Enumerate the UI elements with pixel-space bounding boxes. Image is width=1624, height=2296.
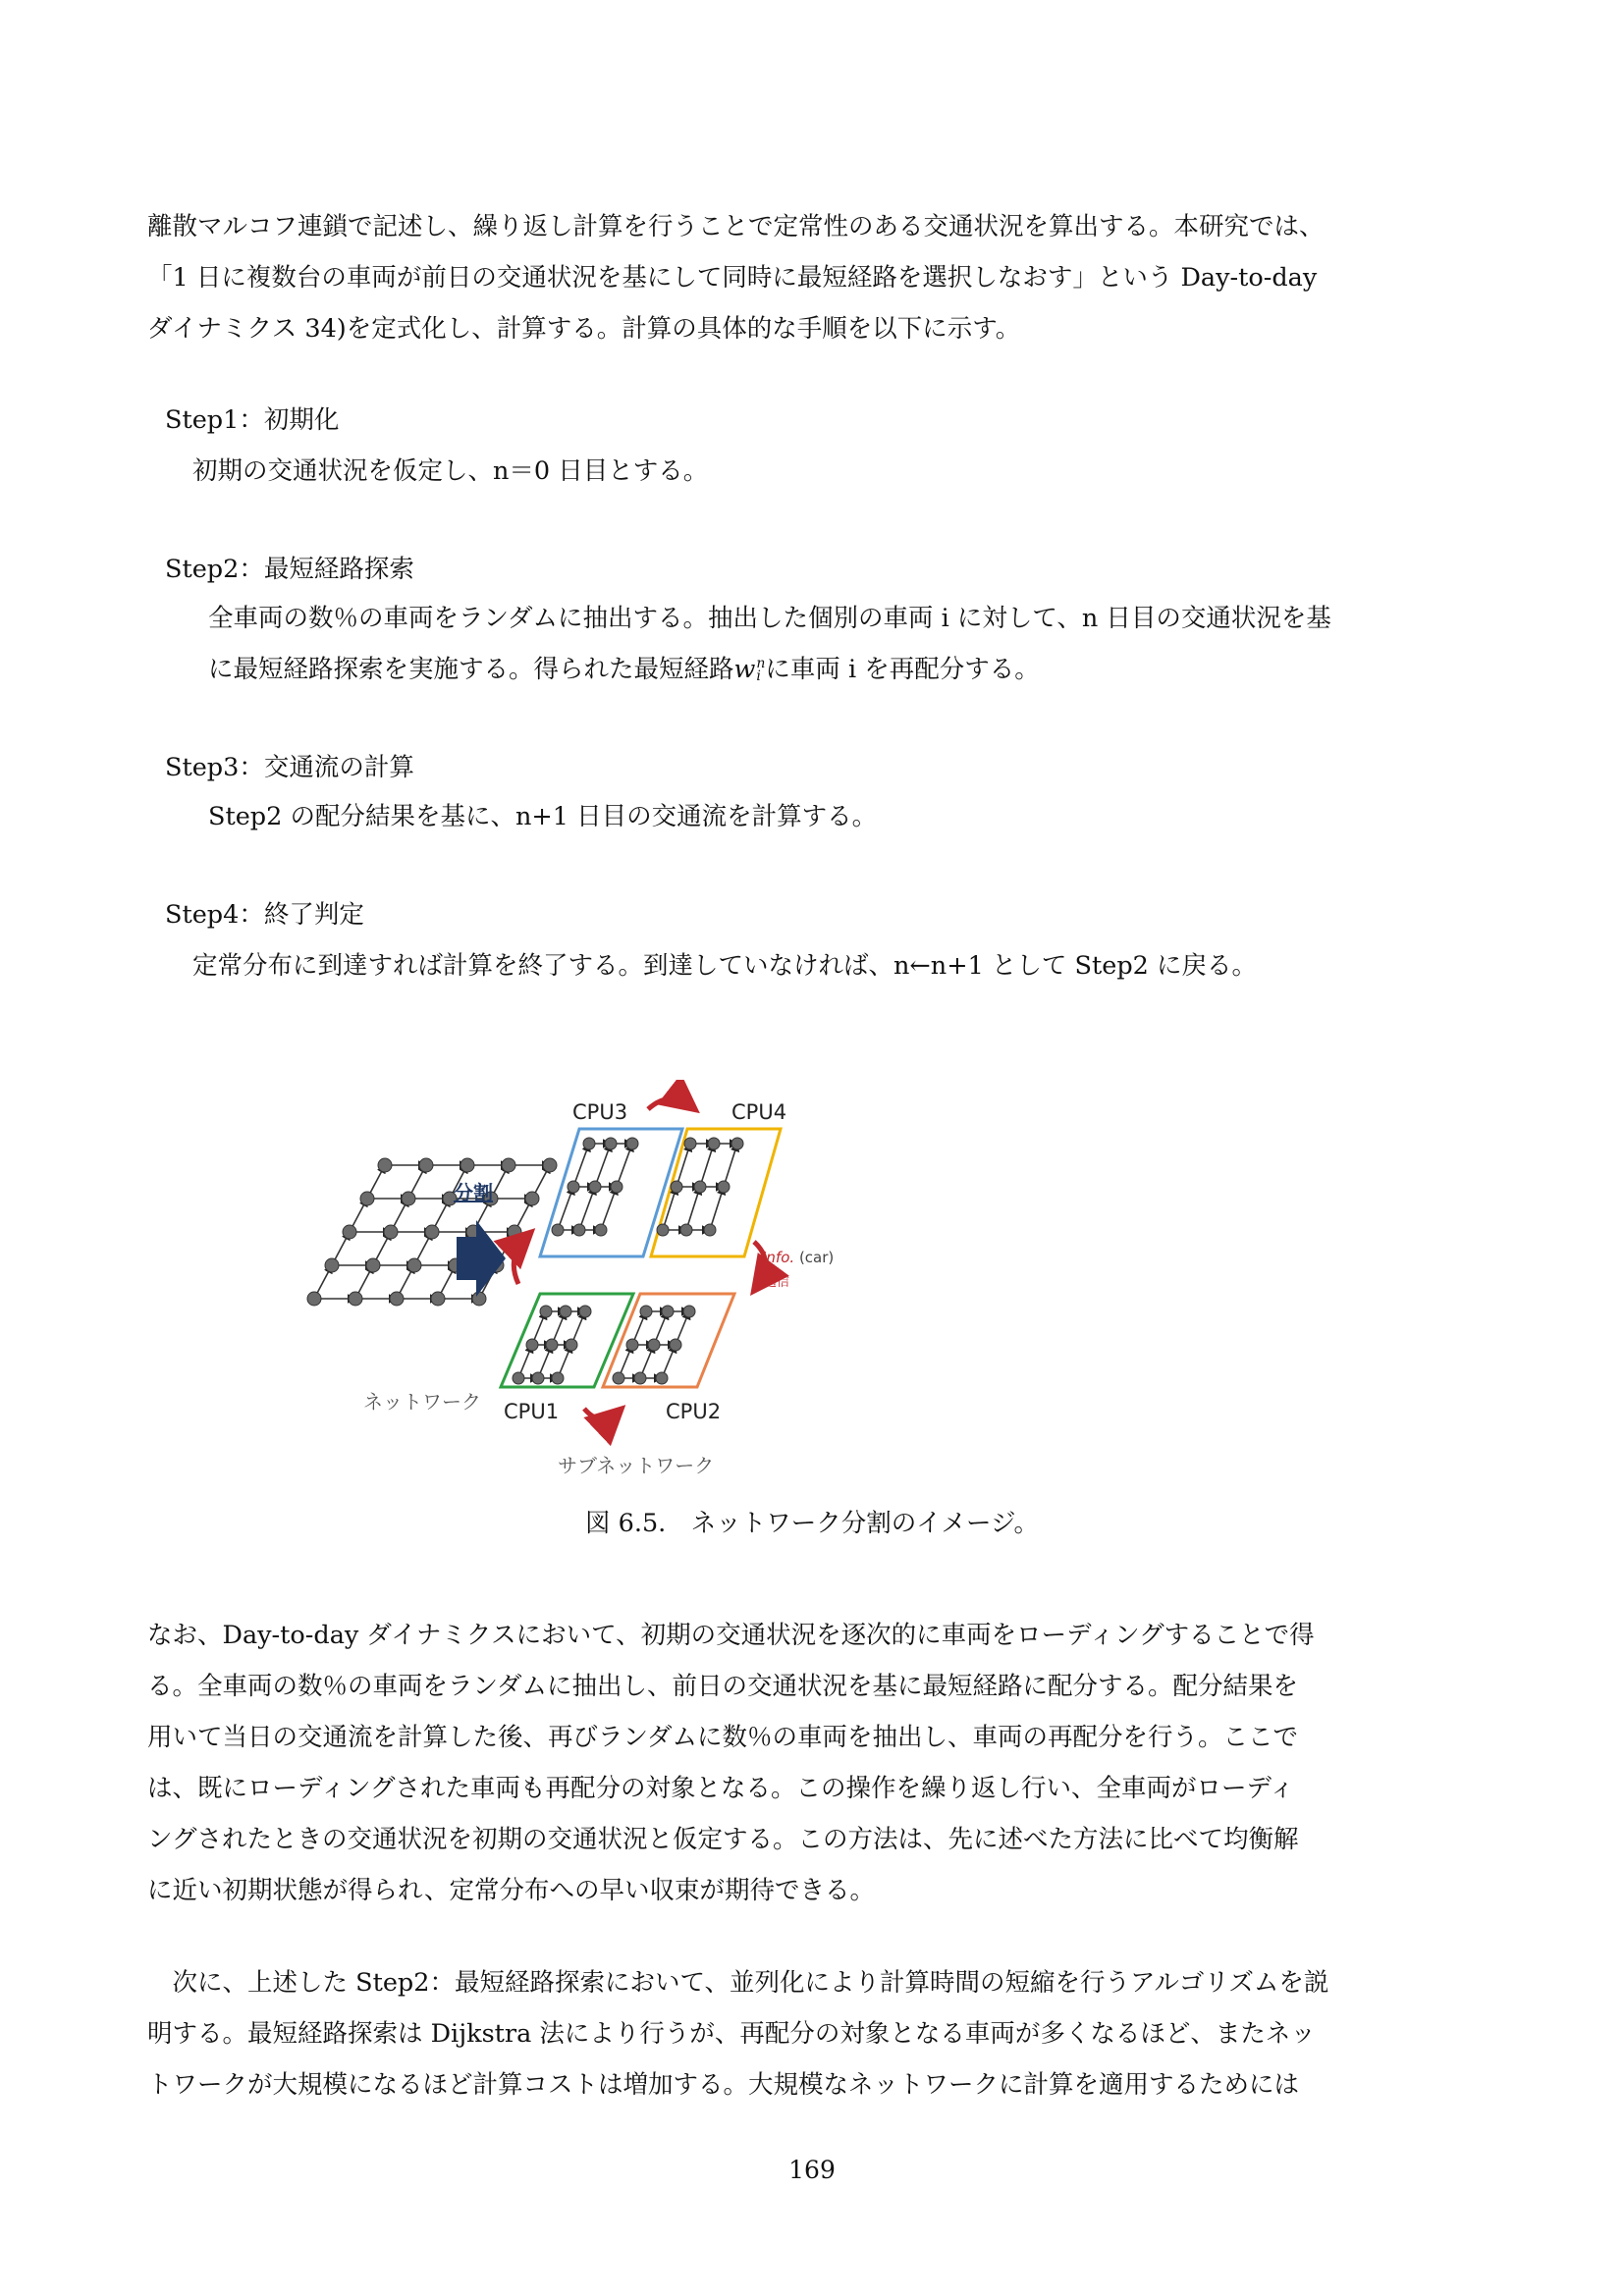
network-edge [700, 1144, 714, 1187]
network-node [513, 1372, 524, 1384]
network-node [472, 1292, 486, 1306]
network-label: ネットワーク [363, 1390, 481, 1414]
network-edge [710, 1187, 724, 1230]
comm-label: 通信 [764, 1275, 790, 1290]
network-node [552, 1224, 564, 1236]
network-node [525, 1192, 539, 1205]
cpu4-label: CPU4 [731, 1100, 787, 1124]
network-node [579, 1306, 591, 1317]
text-line: なお、Day-to-day ダイナミクスにおいて、初期の交通状況を逐次的に車両をローディングすることで得 [147, 1621, 1315, 1650]
network-node [360, 1192, 374, 1205]
network-node [460, 1158, 474, 1172]
network-edge [573, 1144, 589, 1187]
network-edge [579, 1187, 595, 1230]
network-node [656, 1372, 668, 1384]
network-node [694, 1181, 706, 1193]
network-node [546, 1339, 558, 1351]
network-node [307, 1292, 321, 1306]
network-node [568, 1181, 579, 1193]
text-line: ダイナミクス 34)を定式化し、計算する。計算の具体的な手順を以下に示す。 [147, 314, 1021, 344]
network-node [683, 1306, 695, 1317]
network-edge [595, 1144, 611, 1187]
network-edge [686, 1187, 700, 1230]
network-node [704, 1224, 716, 1236]
network-node [384, 1225, 398, 1239]
text-line: トワークが大規模になるほど計算コストは増加する。大規模なネットワークに計算を適用するためには [147, 2070, 1300, 2100]
step2-body-line2 [208, 644, 1040, 695]
network-node [566, 1339, 577, 1351]
info-label: Info. (car) [762, 1249, 835, 1266]
network-node [670, 1339, 681, 1351]
network-node [589, 1181, 601, 1193]
figure-caption: 図 6.5. ネットワーク分割のイメージ。 [585, 1509, 1039, 1538]
comm-arrow-bottom-icon [584, 1409, 619, 1419]
network-node [671, 1181, 682, 1193]
network-node [657, 1224, 669, 1236]
network-node [431, 1292, 445, 1306]
cpu1-subnetwork [501, 1294, 633, 1387]
network-edge [617, 1144, 632, 1187]
network-node [680, 1224, 692, 1236]
network-edge [724, 1144, 737, 1187]
network-node [611, 1181, 623, 1193]
network-node [502, 1158, 515, 1172]
step1-title: Step1：初期化 [165, 405, 340, 435]
text-line: 明する。最短経路探索は Dijkstra 法により行うが、再配分の対象となる車両が多くなるほど、またネッ [147, 2019, 1316, 2049]
network-node [526, 1339, 538, 1351]
network-node [532, 1372, 544, 1384]
step3-body: Step2 の配分結果を基に、n+1 日目の交通流を計算する。 [208, 802, 878, 831]
network-partition-figure [295, 1080, 1276, 1492]
network-node [626, 1339, 638, 1351]
network-node [595, 1224, 607, 1236]
network-node [640, 1306, 652, 1317]
network-node [366, 1258, 380, 1272]
step4-body: 定常分布に到達すれば計算を終了する。到達していなければ、n←n+1 として Step2 に戻る。 [192, 951, 1257, 981]
network-node [708, 1138, 720, 1149]
text-line: る。全車両の数％の車両をランダムに抽出し、前日の交通状況を基に最短経路に配分する。配分結果を [147, 1672, 1298, 1701]
network-node [718, 1181, 730, 1193]
comm-arrow-top-icon [648, 1098, 692, 1109]
cpu2-subnetwork [603, 1294, 734, 1387]
text-line: は、既にローディングされた車両も再配分の対象となる。この操作を繰り返し行い、全車両がローディ [147, 1774, 1295, 1803]
network-edge [601, 1187, 617, 1230]
network-node [419, 1158, 433, 1172]
network-node [543, 1158, 557, 1172]
network-node [583, 1138, 595, 1149]
page-number: 169 [788, 2156, 836, 2184]
cpu2-label: CPU2 [666, 1400, 722, 1423]
step1-body: 初期の交通状況を仮定し、n＝0 日目とする。 [192, 456, 709, 486]
text-line: 「1 日に複数台の車両が前日の交通状況を基にして同時に最短経路を選択しなおす」という Day-to-day [147, 263, 1318, 293]
text-line: 次に、上述した Step2：最短経路探索において、並列化により計算時間の短縮を行うアルゴリズムを説 [147, 1968, 1329, 1998]
network-node [560, 1306, 571, 1317]
cpu3-subnetwork [540, 1129, 682, 1256]
step2-body-line1: 全車両の数％の車両をランダムに抽出する。抽出した個別の車両 i に対して、n 日目の交通状況を基 [208, 604, 1331, 633]
network-node [349, 1292, 362, 1306]
text-line: に近い初期状態が得られ、定常分布への早い収束が期待できる。 [147, 1876, 876, 1905]
step4-title: Step4：終了判定 [165, 900, 364, 930]
network-node [407, 1258, 421, 1272]
network-node [626, 1138, 638, 1149]
split-label: 分割 [454, 1181, 493, 1204]
network-node [731, 1138, 743, 1149]
network-node [684, 1138, 696, 1149]
step2-body-post: に車両 i を再配分する。 [765, 655, 1040, 684]
text-line: 離散マルコフ連鎖で記述し、繰り返し計算を行うことで定常性のある交通状況を算出する。本研究では、 [147, 212, 1325, 241]
shortest-path-math: w n i [733, 655, 766, 684]
network-node [634, 1372, 646, 1384]
network-node [662, 1306, 674, 1317]
network-node [648, 1339, 660, 1351]
paragraph-2 [147, 1610, 1483, 1916]
step2-title: Step2：最短経路探索 [165, 555, 414, 584]
step3-title: Step3：交通流の計算 [165, 753, 414, 782]
network-node [605, 1138, 617, 1149]
network-node [425, 1225, 439, 1239]
network-node [402, 1192, 415, 1205]
text-line: 用いて当日の交通流を計算した後、再びランダムに数％の車両を抽出し、車両の再配分を行う。ここで [147, 1723, 1298, 1752]
network-node [613, 1372, 624, 1384]
network-node [540, 1306, 552, 1317]
comm-arrow-left-icon [514, 1235, 528, 1284]
cpu4-subnetwork [651, 1129, 781, 1256]
network-node [573, 1224, 585, 1236]
network-node [508, 1225, 521, 1239]
network-node [343, 1225, 356, 1239]
step2-body-pre: に最短経路探索を実施する。得られた最短経路 [208, 655, 734, 684]
cpu3-label: CPU3 [572, 1100, 628, 1124]
network-edge [677, 1144, 690, 1187]
subnetwork-label: サブネットワーク [558, 1454, 715, 1477]
text-line: ングされたときの交通状況を初期の交通状況と仮定する。この方法は、先に述べた方法に比べて均衡解 [147, 1825, 1299, 1854]
network-node [325, 1258, 339, 1272]
network-node [552, 1372, 564, 1384]
intro-paragraph [147, 201, 1483, 354]
cpu1-label: CPU1 [504, 1400, 560, 1423]
network-node [390, 1292, 404, 1306]
paragraph-3 [147, 1957, 1483, 2110]
network-node [378, 1158, 392, 1172]
